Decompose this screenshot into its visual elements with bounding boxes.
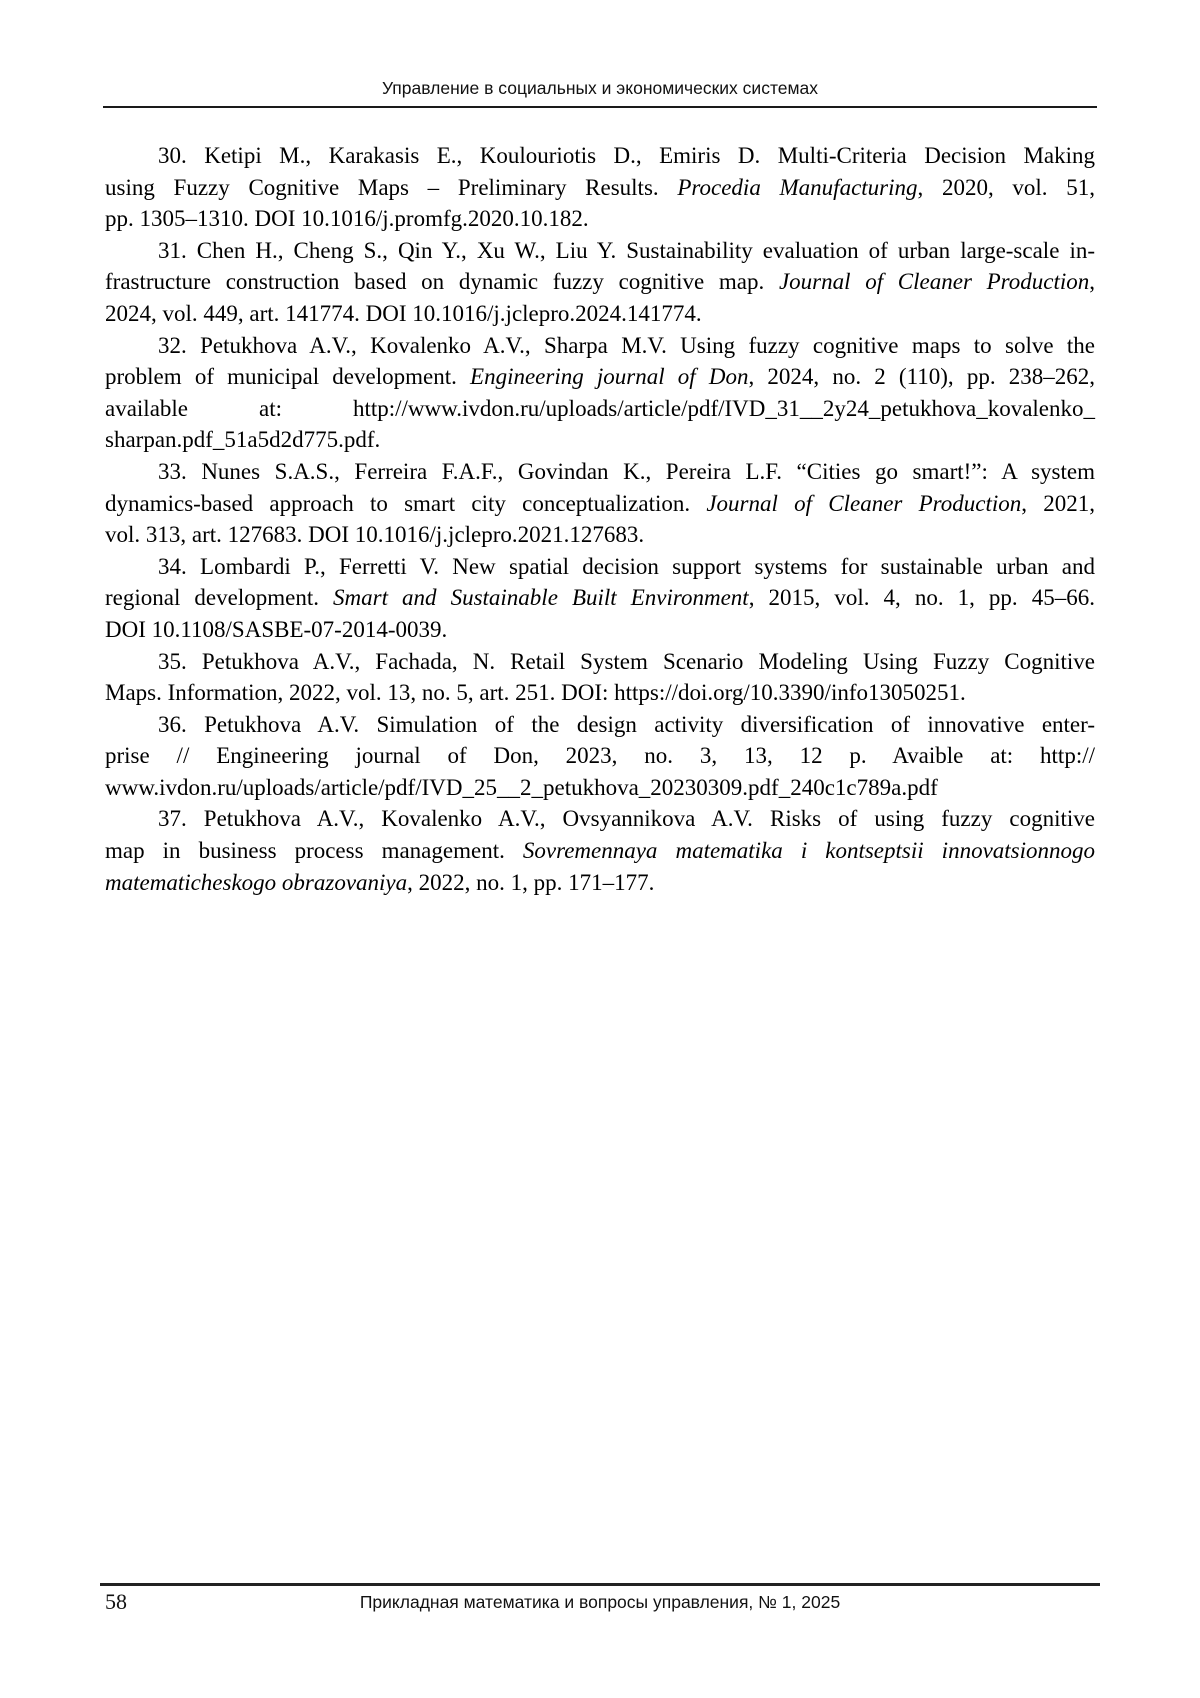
- reference-line: [105, 867, 1095, 899]
- reference-text: 35. Petukhova A.V., Fachada, N. Retail System Scenario Modeling Using Fuzzy Cognitive: [158, 648, 1095, 674]
- reference-line: [105, 266, 1095, 298]
- reference-line: [105, 740, 1095, 772]
- reference-line: [105, 361, 1095, 393]
- reference-source-italic: Engineering journal of Don: [470, 364, 749, 390]
- reference-text: problem of municipal development.: [105, 364, 471, 390]
- reference-source-italic: Procedia Manufacturing: [677, 174, 918, 200]
- footer-journal-title: Прикладная математика и вопросы управления, № 1, 2025: [359, 1592, 841, 1612]
- reference-line: [105, 456, 1095, 488]
- reference-item: [105, 709, 1095, 804]
- reference-item: [105, 456, 1095, 551]
- reference-text: frastructure construction based on dynamic fuzzy cognitive map.: [105, 269, 779, 295]
- header-rule: [103, 106, 1097, 108]
- reference-text: available at: http://www.ivdon.ru/uploads/article/pdf/IVD_31__2y24_petukhova_kovalenko_: [105, 395, 1095, 421]
- reference-text: , 2022, no. 1, pp. 171–177.: [407, 869, 655, 895]
- reference-text: prise // Engineering journal of Don, 2023, no. 3, 13, 12 p. Avaible at: http://: [105, 743, 1095, 769]
- page-number: 58: [105, 1589, 127, 1614]
- reference-text: using Fuzzy Cognitive Maps – Preliminary Results.: [105, 174, 678, 200]
- reference-line: [105, 235, 1095, 267]
- reference-item: [105, 140, 1095, 235]
- reference-source-italic: Journal of Cleaner Production: [778, 269, 1090, 295]
- reference-line: [105, 709, 1095, 741]
- reference-item: [105, 551, 1095, 646]
- reference-line: [105, 172, 1095, 204]
- reference-item: [105, 646, 1095, 709]
- reference-line: [105, 203, 1095, 235]
- reference-source-italic: Smart and Sustainable Built Environment: [333, 585, 749, 611]
- reference-text: 31. Chen H., Cheng S., Qin Y., Xu W., Liu Y. Sustainability evaluation of urban large-scale in-: [158, 237, 1095, 263]
- reference-text: , 2015, vol. 4, no. 1, pp. 45–66.: [748, 585, 1095, 611]
- reference-text: 37. Petukhova A.V., Kovalenko A.V., Ovsyannikova A.V. Risks of using fuzzy cognitive: [158, 806, 1095, 832]
- reference-text: regional development.: [105, 585, 334, 611]
- reference-source-italic: Sovremennaya matematika i kontseptsii innovatsionnogo: [522, 838, 1096, 864]
- reference-line: [105, 614, 1095, 646]
- reference-line: [105, 140, 1095, 172]
- references-list: [105, 140, 1095, 898]
- reference-item: [105, 330, 1095, 456]
- reference-text: 30. Ketipi M., Karakasis E., Koulouriotis D., Emiris D. Multi-Criteria Decision Making: [158, 143, 1095, 168]
- reference-item: [105, 235, 1095, 330]
- footer-rule: [100, 1583, 1100, 1586]
- reference-line: [105, 551, 1095, 583]
- reference-text: 36. Petukhova A.V. Simulation of the design activity diversification of innovative enter-: [158, 711, 1095, 737]
- reference-text: Maps. Information, 2022, vol. 13, no. 5, art. 251. DOI: https://doi.org/10.3390/info13050251.: [105, 680, 966, 706]
- reference-text: www.ivdon.ru/uploads/article/pdf/IVD_25__2_petukhova_20230309.pdf_240c1c789a.pdf: [105, 774, 938, 800]
- reference-line: [105, 488, 1095, 520]
- reference-text: 34. Lombardi P., Ferretti V. New spatial decision support systems for sustainable urban and: [158, 553, 1095, 579]
- reference-text: vol. 313, art. 127683. DOI 10.1016/j.jclepro.2021.127683.: [105, 522, 645, 548]
- reference-text: ,: [1089, 269, 1095, 295]
- reference-line: [105, 330, 1095, 362]
- reference-line: [105, 424, 1095, 456]
- running-header-title: Управление в социальных и экономических системах: [381, 78, 819, 98]
- reference-text: DOI 10.1108/SASBE-07-2014-0039.: [105, 616, 448, 642]
- reference-item: [105, 803, 1095, 898]
- reference-text: 33. Nunes S.A.S., Ferreira F.A.F., Govindan K., Pereira L.F. “Cities go smart!”: A system: [158, 458, 1095, 484]
- reference-text: map in business process management.: [105, 838, 523, 864]
- reference-text: , 2024, no. 2 (110), pp. 238–262,: [748, 364, 1095, 390]
- reference-text: 32. Petukhova A.V., Kovalenko A.V., Sharpa M.V. Using fuzzy cognitive maps to solve the: [158, 332, 1095, 358]
- reference-source-italic: matematicheskogo obrazovaniya: [105, 869, 408, 895]
- reference-line: [105, 519, 1095, 551]
- reference-text: , 2021,: [1021, 490, 1095, 516]
- reference-text: dynamics-based approach to smart city conceptualization.: [105, 490, 707, 516]
- reference-text: , 2020, vol. 51,: [917, 174, 1096, 200]
- reference-line: [105, 646, 1095, 678]
- reference-line: [105, 393, 1095, 425]
- reference-line: [105, 803, 1095, 835]
- reference-line: [105, 582, 1095, 614]
- reference-text: pp. 1305–1310. DOI 10.1016/j.promfg.2020.10.182.: [105, 206, 589, 232]
- reference-line: [105, 298, 1095, 330]
- reference-text: 2024, vol. 449, art. 141774. DOI 10.1016/j.jclepro.2024.141774.: [105, 300, 702, 326]
- reference-source-italic: Journal of Cleaner Production: [706, 490, 1022, 516]
- reference-line: [105, 677, 1095, 709]
- reference-text: sharpan.pdf_51a5d2d775.pdf.: [105, 427, 381, 453]
- reference-line: [105, 835, 1095, 867]
- reference-line: [105, 772, 1095, 804]
